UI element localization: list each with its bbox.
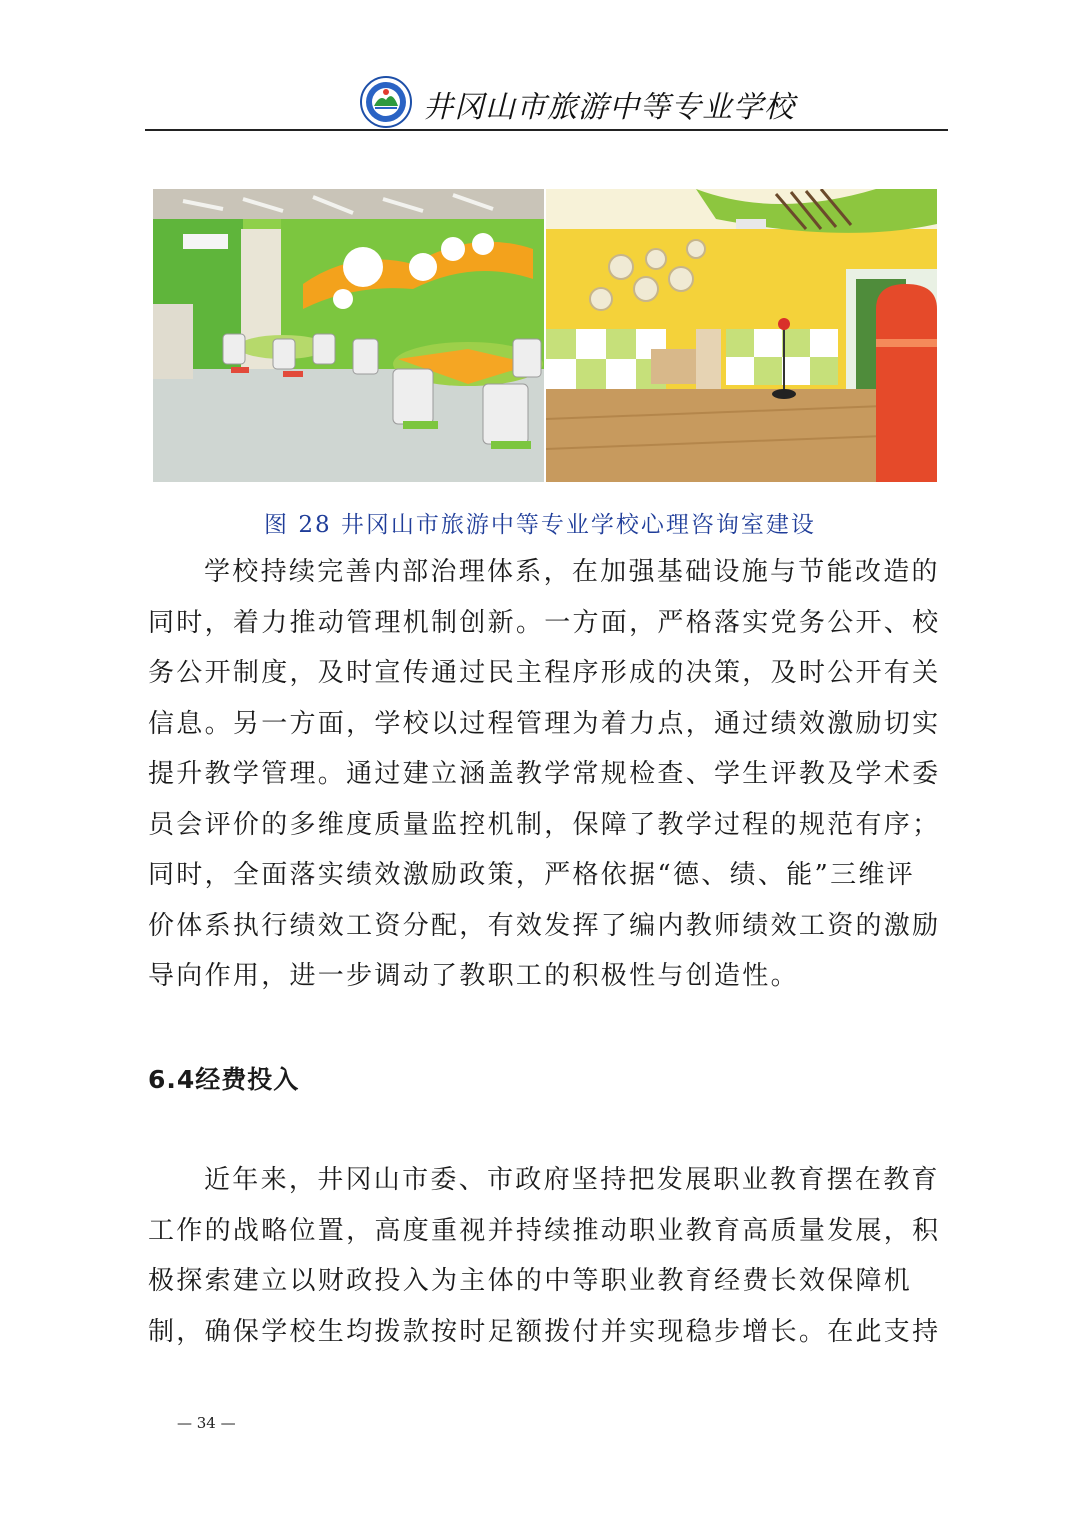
paragraph-line: 导向作用，进一步调动了教职工的积极性与创造性。: [148, 961, 799, 991]
school-logo-icon: [360, 76, 412, 128]
paragraph-line: 价体系执行绩效工资分配，有效发挥了编内教师绩效工资的激励: [148, 910, 941, 941]
page-number: — 34 —: [177, 1414, 236, 1432]
paragraph-governance: [148, 547, 948, 1002]
paragraph-line: 务公开制度，及时宣传通过民主程序形成的决策，及时公开有关: [148, 658, 941, 688]
paragraph-line: 极探索建立以财政投入为主体的中等职业教育经费长效保障机: [148, 1266, 913, 1296]
paragraph-line: 信息。另一方面，学校以过程管理为着力点，通过绩效激励切实: [148, 708, 941, 739]
paragraph-line: 近年来，井冈山市委、市政府坚持把发展职业教育摆在教育: [204, 1165, 940, 1195]
header-rule: [145, 129, 948, 131]
paragraph-line: 员会评价的多维度质量监控机制，保障了教学过程的规范有序；: [148, 809, 941, 840]
therapy-room-photo: [546, 189, 937, 482]
paragraph-funding: [148, 1155, 948, 1357]
section-title: 6.4经费投入: [148, 1065, 300, 1094]
figure-caption: 图 28 井冈山市旅游中等专业学校心理咨询室建设: [264, 512, 816, 538]
paragraph-line: 同时，着力推动管理机制创新。一方面，严格落实党务公开、校: [148, 607, 941, 638]
paragraph-line: 学校持续完善内部治理体系，在加强基础设施与节能改造的: [204, 557, 940, 587]
page-header: [145, 62, 948, 130]
paragraph-line: 制，确保学校生均拨款按时足额拨付并实现稳步增长。在此支持: [148, 1316, 941, 1347]
paragraph-line: 工作的战略位置，高度重视并持续推动职业教育高质量发展，积: [148, 1215, 941, 1246]
consultation-room-photo: [153, 189, 544, 482]
paragraph-line: 同时，全面落实绩效激励政策，严格依据“德、绩、能”三维评: [148, 860, 915, 890]
paragraph-line: 提升教学管理。通过建立涵盖教学常规检查、学生评教及学术委: [148, 759, 941, 789]
school-name: 井冈山市旅游中等专业学校: [423, 90, 795, 125]
